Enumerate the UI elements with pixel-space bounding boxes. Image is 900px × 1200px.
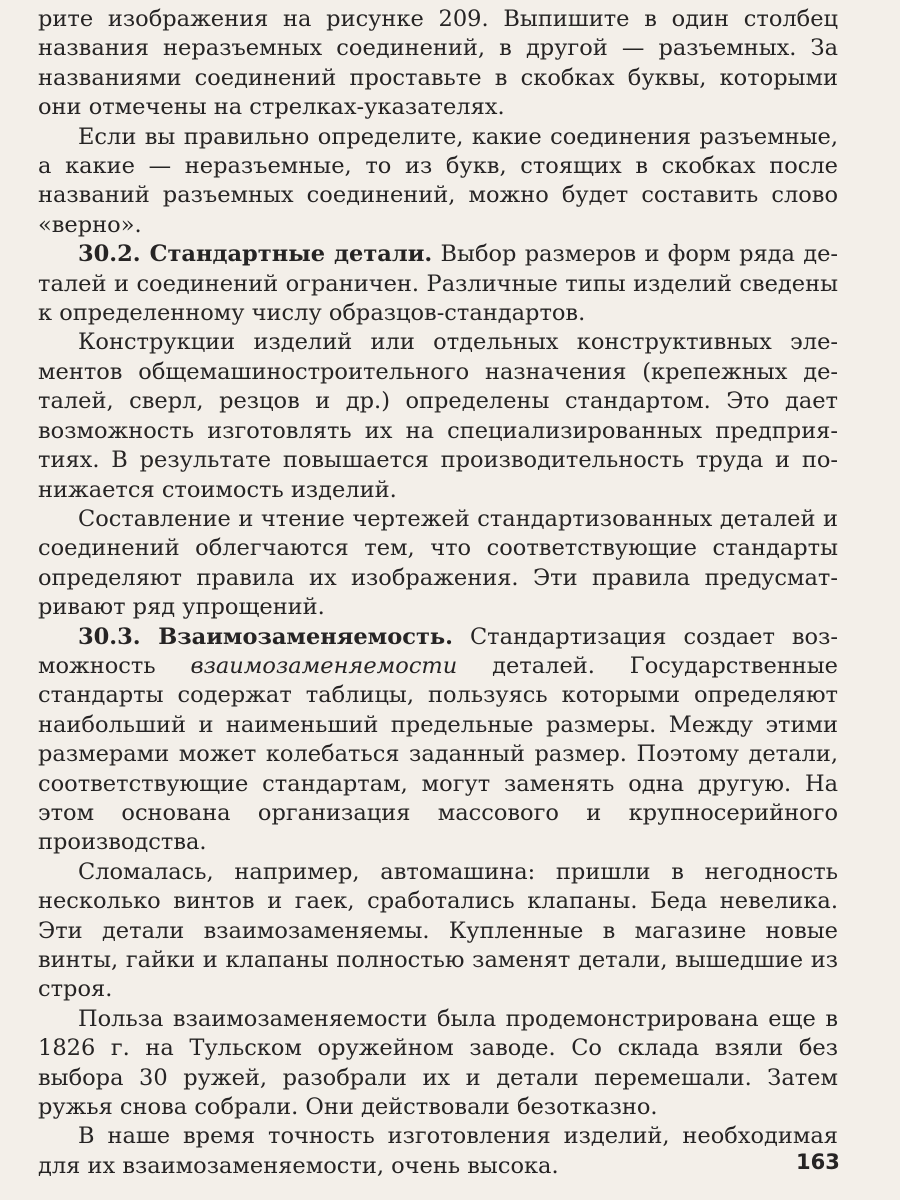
section-30-3-paragraph bbox=[38, 623, 838, 858]
textbook-page bbox=[38, 0, 838, 1200]
paragraph-word-puzzle: Если вы правильно определите, какие соединения разъемные, а какие — неразъемные, то из букв, стоящих в скобках после названий разъемных соединений, можно будет составить слово «верно». bbox=[38, 123, 838, 238]
paragraph-car-example: Сломалась, например, автомашина: пришли в негодность несколько винтов и гаек, сработались клапаны. Беда невелика. Эти детали взаимозаменяемы. Купленные в магазине новые винты, гайки и клапаны полностью заменят детали, вышедшие из строя. bbox=[38, 858, 838, 1003]
section-heading-30-3: 30.3. Взаимозаменяемость. bbox=[78, 623, 453, 650]
paragraph-drawings: Составление и чтение чертежей стандартизованных деталей и соединений облегчаются тем, что соответствующие стандарты определяют правила их изображения. Эти правила предусматривают ряд упрощений. bbox=[38, 505, 838, 621]
paragraph-standards: Конструкции изделий или отдельных конструктивных элементов общемашиностроительного назначения (крепежных деталей, сверл, резцов и др.) определены стандартом. Это дает возможность изготовлять их на специализированных предприятиях. В результате повышается производительность труда и понижается стоимость изделий. bbox=[38, 329, 838, 503]
paragraph-tula-history: Польза взаимозаменяемости была продемонстрирована еще в 1826 г. на Тульском оружейном заводе. Со склада взяли без выбора 30 ружей, разобрали их и детали перемешали. Затем ружья снова собрали. Они действовали безотказно. bbox=[38, 1005, 838, 1121]
section-30-3-text-after: деталей. Государственные стандарты содержат таблицы, пользуясь которыми определяют наибольший и наименьший предельные размеры. Между этими размерами может колебаться заданный размер. Поэтому детали, соответствующие стандартам, могут заменять одна другую. На этом основана организация массового и крупносерийного производства. bbox=[38, 652, 838, 856]
page-number: 163 bbox=[796, 1150, 840, 1174]
section-heading-30-2: 30.2. Стандартные детали. bbox=[78, 241, 433, 268]
section-30-3-text-before: Стандартизация создает возможность bbox=[38, 623, 838, 679]
section-30-2-text: Выбор размеров и форм ряда деталей и соединений ограничен. Различные типы изделий сведены к определенному числу образцов-стандартов. bbox=[38, 241, 838, 327]
emphasis-term: взаимозаменяемости bbox=[190, 652, 458, 679]
paragraph-precision: В наше время точность изготовления изделий, необходимая для их взаимозаменяемости, очень высока. bbox=[38, 1123, 838, 1179]
paragraph-continuation: рите изображения на рисунке 209. Выпишите в один столбец названия неразъемных соединений, в другой — разъемных. За названиями соединений проставьте в скобках буквы, которыми они отмечены на стрелках-указателях. bbox=[38, 6, 838, 121]
section-30-2-paragraph bbox=[38, 240, 838, 328]
